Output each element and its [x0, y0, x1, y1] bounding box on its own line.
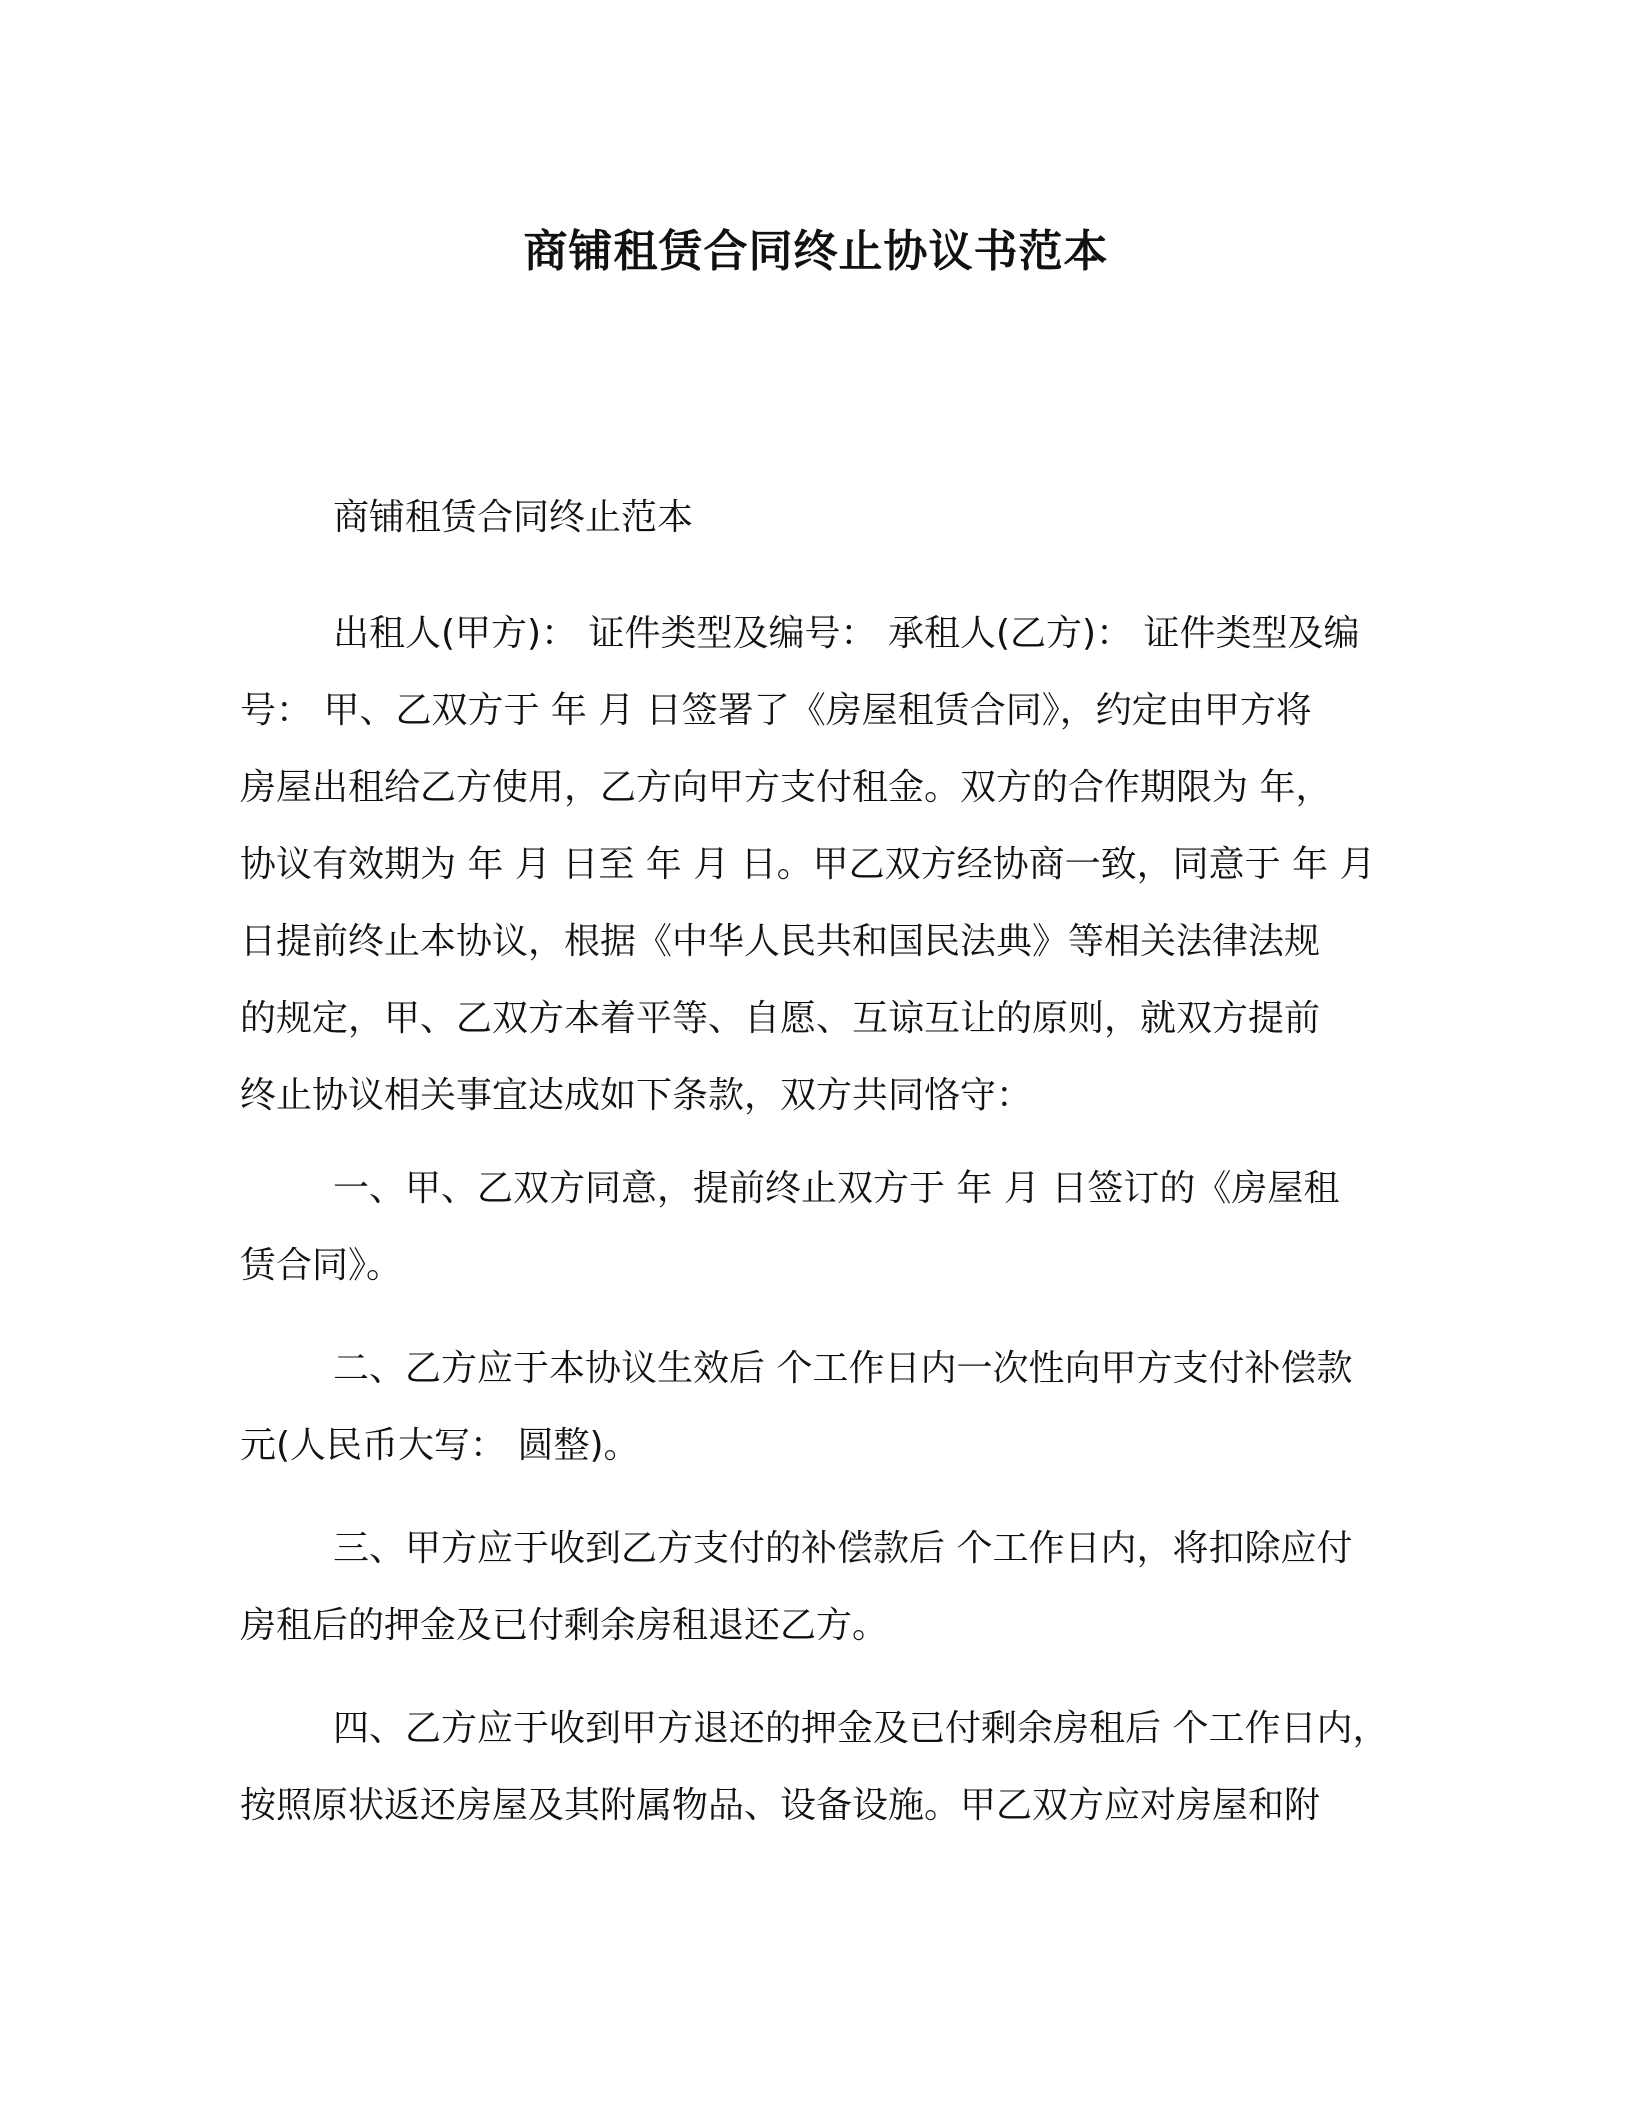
paragraph-line: 二、乙方应于本协议生效后 个工作日内一次性向甲方支付补偿款	[333, 1348, 1353, 1389]
paragraph-line: 房租后的押金及已付剩余房租退还乙方。	[240, 1605, 889, 1646]
paragraph-line: 日提前终止本协议，根据《中华人民共和国民法典》等相关法律法规	[240, 921, 1321, 962]
paragraph-line: 元(人民币大写： 圆整)。	[240, 1425, 640, 1466]
paragraph-line: 协议有效期为 年 月 日至 年 月 日。甲乙双方经协商一致，同意于 年 月	[240, 844, 1376, 885]
paragraph-clause-2	[240, 1330, 1400, 1484]
paragraph-line: 四、乙方应于收到甲方退还的押金及已付剩余房租后 个工作日内，	[333, 1708, 1389, 1749]
paragraph-line: 出租人(甲方)： 证件类型及编号： 承租人(乙方)： 证件类型及编	[333, 613, 1360, 654]
paragraph-clause-1	[240, 1150, 1400, 1304]
paragraph-line: 按照原状返还房屋及其附属物品、设备设施。甲乙双方应对房屋和附	[240, 1785, 1321, 1826]
paragraph-line: 终止协议相关事宜达成如下条款，双方共同恪守：	[240, 1075, 1033, 1116]
paragraph-clause-4	[240, 1690, 1400, 1844]
paragraph-parties	[240, 595, 1400, 1134]
document-title: 商铺租赁合同终止协议书范本	[523, 226, 1109, 277]
paragraph-line: 一、甲、乙双方同意，提前终止双方于 年 月 日签订的《房屋租	[333, 1168, 1340, 1209]
paragraph-line: 三、甲方应于收到乙方支付的补偿款后 个工作日内，将扣除应付	[333, 1528, 1353, 1569]
paragraph-clause-3	[240, 1510, 1400, 1664]
paragraph-line: 房屋出租给乙方使用，乙方向甲方支付租金。双方的合作期限为 年，	[240, 767, 1332, 808]
paragraph-line: 的规定，甲、乙双方本着平等、自愿、互谅互让的原则，就双方提前	[240, 998, 1321, 1039]
paragraph-line: 号： 甲、乙双方于 年 月 日签署了《房屋租赁合同》，约定由甲方将	[240, 690, 1312, 731]
paragraph-line: 赁合同》。	[240, 1245, 403, 1286]
document-subtitle: 商铺租赁合同终止范本	[333, 497, 694, 538]
